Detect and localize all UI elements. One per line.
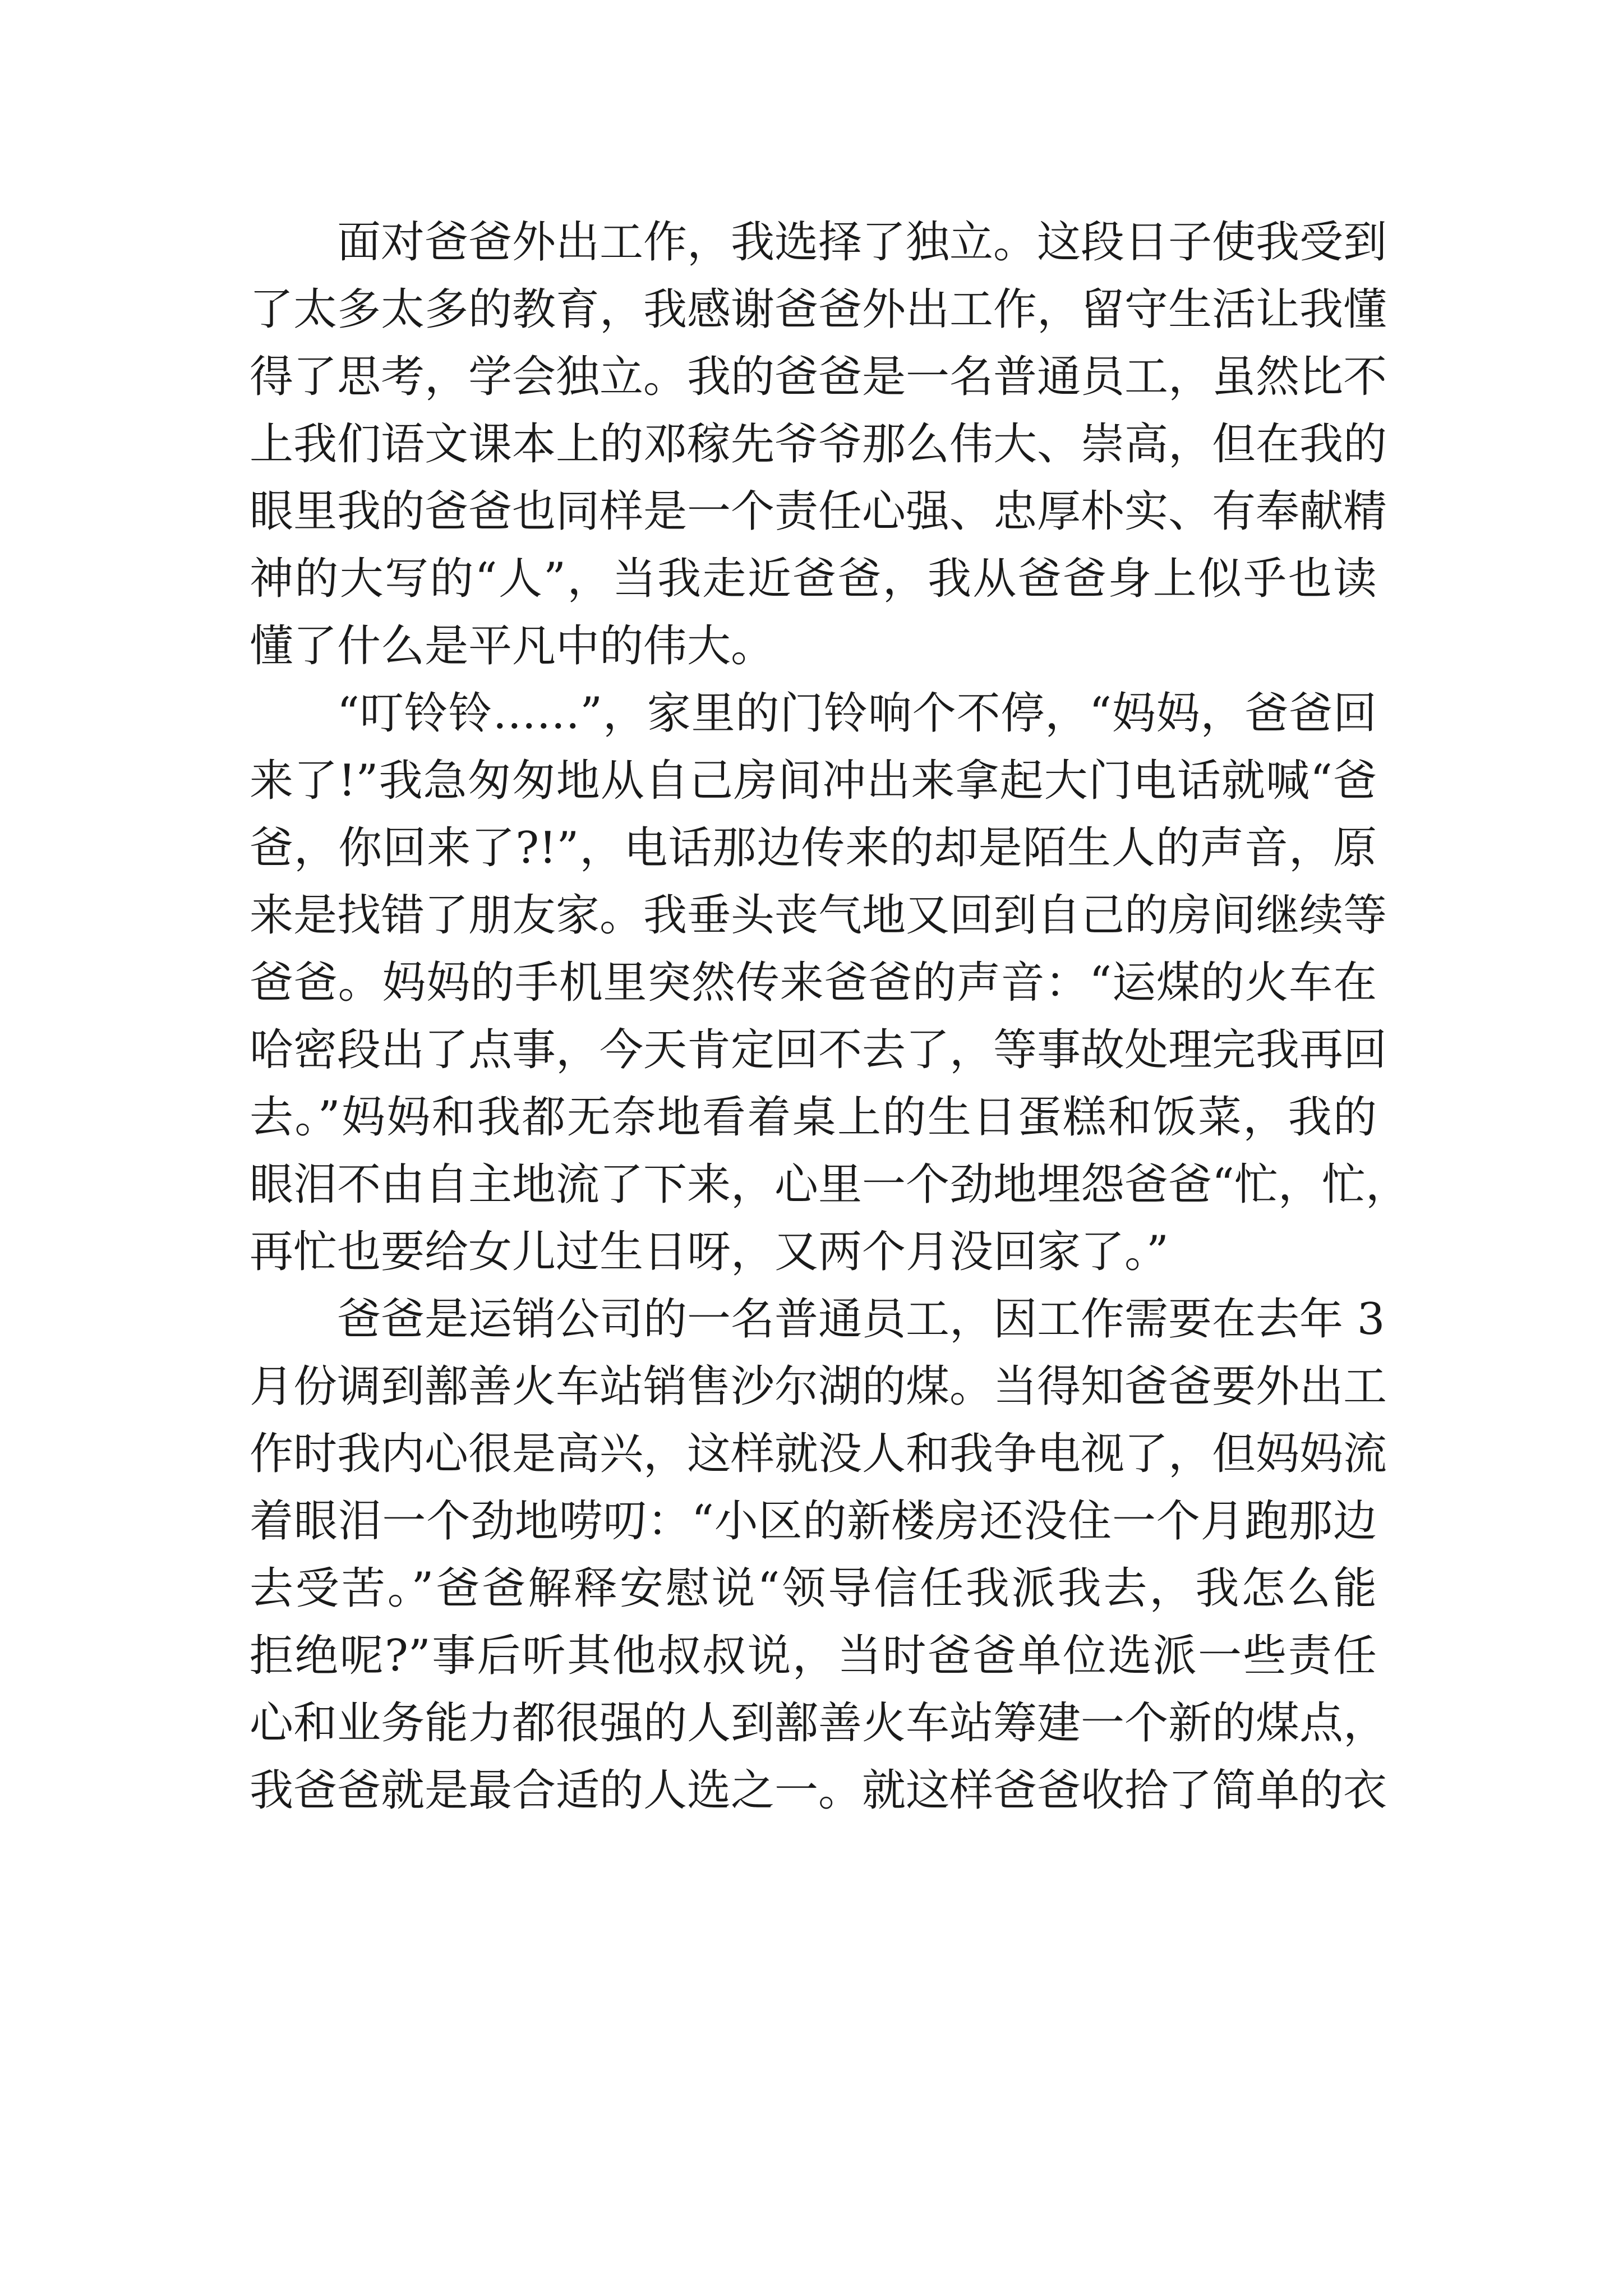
- text-line: 面对爸爸外出工作，我选择了独立。这段日子使我受到: [337, 217, 1387, 268]
- text-line: 神的大写的“人”，当我走近爸爸，我从爸爸身上似乎也读: [250, 554, 1377, 604]
- text-line: 去受苦。”爸爸解释安慰说“领导信任我派我去，我怎么能: [250, 1563, 1377, 1614]
- text-line: 再忙也要给女儿过生日呀，又两个月没回家了。”: [250, 1227, 1169, 1277]
- text-line: 眼泪不由自主地流了下来，心里一个劲地埋怨爸爸“忙，忙，: [250, 1159, 1409, 1210]
- text-line: 拒绝呢?”事后听其他叔叔说，当时爸爸单位选派一些责任: [250, 1631, 1377, 1681]
- text-line: 来是找错了朋友家。我垂头丧气地又回到自己的房间继续等: [250, 890, 1387, 941]
- text-line: 着眼泪一个劲地唠叨：“小区的新楼房还没住一个月跑那边: [250, 1496, 1377, 1547]
- text-line: 了太多太多的教育，我感谢爸爸外出工作，留守生活让我懂: [250, 284, 1387, 335]
- text-line: 去。”妈妈和我都无奈地看着桌上的生日蛋糕和饭菜，我的: [250, 1092, 1377, 1143]
- document-body: [250, 209, 1409, 1824]
- text-line: “叮铃铃……”，家里的门铃响个不停，“妈妈，爸爸回: [337, 688, 1377, 739]
- text-line: 我爸爸就是最合适的人选之一。就这样爸爸收拾了简单的衣: [250, 1765, 1387, 1816]
- text-line: 懂了什么是平凡中的伟大。: [250, 621, 775, 671]
- text-line: 哈密段出了点事，今天肯定回不去了，等事故处理完我再回: [250, 1025, 1387, 1075]
- text-line: 爸，你回来了?!”，电话那边传来的却是陌生人的声音，原: [250, 823, 1377, 873]
- text-line: 月份调到鄯善火车站销售沙尔湖的煤。当得知爸爸要外出工: [250, 1361, 1387, 1412]
- text-line: 心和业务能力都很强的人到鄯善火车站筹建一个新的煤点，: [250, 1698, 1387, 1749]
- text-line: 来了!”我急匆匆地从自己房间冲出来拿起大门电话就喊“爸: [250, 756, 1377, 806]
- text-line: 作时我内心很是高兴，这样就没人和我争电视了，但妈妈流: [250, 1429, 1387, 1479]
- text-line: 爸爸是运销公司的一名普通员工，因工作需要在去年 3: [337, 1294, 1385, 1345]
- text-line: 得了思考，学会独立。我的爸爸是一名普通员工，虽然比不: [250, 352, 1387, 402]
- text-line: 爸爸。妈妈的手机里突然传来爸爸的声音：“运煤的火车在: [250, 958, 1377, 1008]
- text-line: 眼里我的爸爸也同样是一个责任心强、忠厚朴实、有奉献精: [250, 486, 1387, 537]
- text-line: 上我们语文课本上的邓稼先爷爷那么伟大、崇高，但在我的: [250, 419, 1387, 470]
